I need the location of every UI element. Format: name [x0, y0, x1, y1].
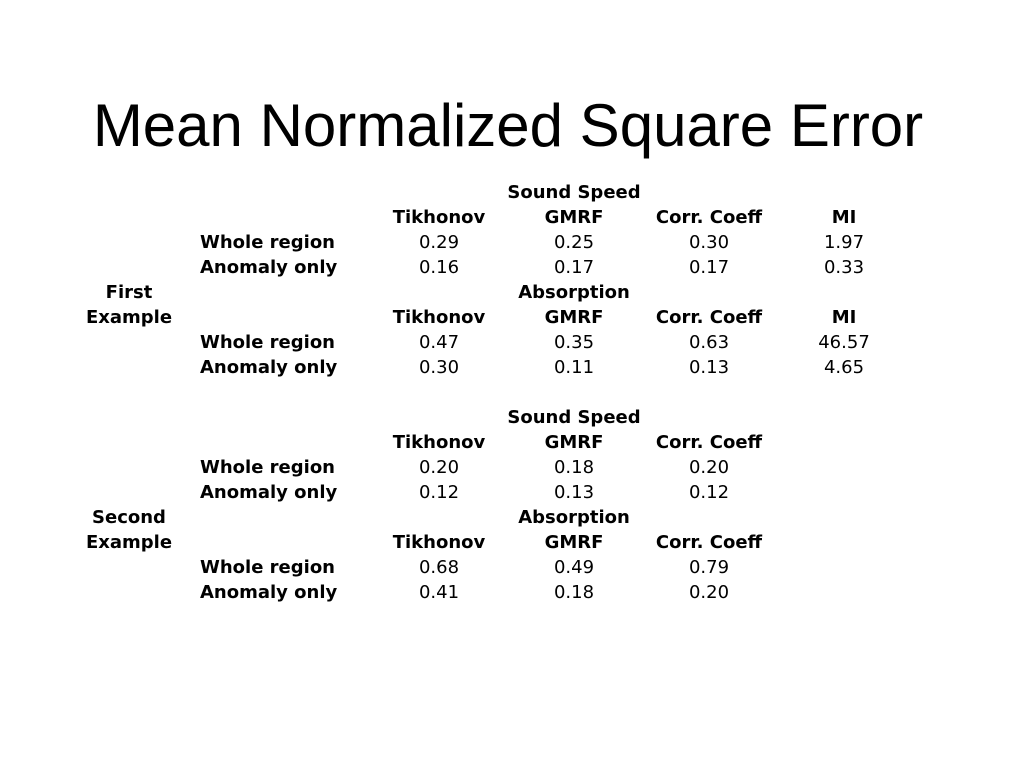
table-row: [64, 255, 914, 280]
table-cell: 0.68: [418, 557, 460, 578]
slide-title: Mean Normalized Square Error: [92, 92, 924, 159]
example-label: First: [105, 282, 153, 303]
row-label: Anomaly only: [200, 357, 338, 378]
table-cell: 0.18: [553, 457, 595, 478]
group-header: Absorption: [518, 507, 630, 528]
results-table: [64, 180, 914, 605]
table-cell: 0.63: [688, 332, 730, 353]
row-label: Whole region: [200, 232, 335, 253]
table-cell: 0.16: [418, 257, 460, 278]
column-header: GMRF: [544, 207, 604, 228]
table-row: [64, 330, 914, 355]
table-cell: 0.47: [418, 332, 460, 353]
column-header: Corr. Coeff: [655, 532, 763, 553]
table-cell: 0.30: [418, 357, 460, 378]
table-row: [64, 405, 914, 430]
table-cell: 0.29: [418, 232, 460, 253]
column-header: Tikhonov: [392, 207, 486, 228]
row-label: Whole region: [200, 557, 335, 578]
column-header: Tikhonov: [392, 432, 486, 453]
table-row: [64, 530, 914, 555]
row-label: Anomaly only: [200, 257, 338, 278]
column-header: Corr. Coeff: [655, 207, 763, 228]
example-label: Example: [85, 307, 173, 328]
table-row: [64, 230, 914, 255]
row-label: Whole region: [200, 457, 335, 478]
table-cell: 0.20: [688, 582, 730, 603]
table-cell: 0.11: [553, 357, 595, 378]
group-header: Absorption: [518, 282, 630, 303]
table-row: [64, 455, 914, 480]
table-cell: 1.97: [823, 232, 865, 253]
column-header: Corr. Coeff: [655, 307, 763, 328]
column-header: Tikhonov: [392, 532, 486, 553]
table-cell: 0.20: [688, 457, 730, 478]
table-cell: 0.33: [823, 257, 865, 278]
table-cell: 0.13: [553, 482, 595, 503]
row-label: Anomaly only: [200, 582, 338, 603]
column-header: Corr. Coeff: [655, 432, 763, 453]
example-label: Second: [92, 507, 166, 528]
column-header: MI: [831, 307, 857, 328]
table-cell: 0.17: [688, 257, 730, 278]
spacer-row: [64, 380, 914, 405]
column-header: MI: [831, 207, 857, 228]
table-row: [64, 280, 914, 305]
table-cell: 0.35: [553, 332, 595, 353]
table-row: [64, 180, 914, 205]
table-cell: 0.18: [553, 582, 595, 603]
table-cell: 0.13: [688, 357, 730, 378]
column-header: GMRF: [544, 432, 604, 453]
table-cell: 0.17: [553, 257, 595, 278]
column-header: GMRF: [544, 532, 604, 553]
table-cell: 0.49: [553, 557, 595, 578]
table-cell: 46.57: [818, 332, 870, 353]
group-header: Sound Speed: [507, 407, 641, 428]
table-row: [64, 505, 914, 530]
column-header: Tikhonov: [392, 307, 486, 328]
table-row: [64, 305, 914, 330]
table-cell: 0.20: [418, 457, 460, 478]
table-row: [64, 480, 914, 505]
table-cell: 0.79: [688, 557, 730, 578]
table-row: [64, 205, 914, 230]
table-cell: 0.12: [418, 482, 460, 503]
table-cell: 4.65: [823, 357, 865, 378]
row-label: Whole region: [200, 332, 335, 353]
column-header: GMRF: [544, 307, 604, 328]
row-label: Anomaly only: [200, 482, 338, 503]
table-cell: 0.25: [553, 232, 595, 253]
table-cell: 0.41: [418, 582, 460, 603]
group-header: Sound Speed: [507, 182, 641, 203]
table-cell: 0.30: [688, 232, 730, 253]
example-label: Example: [85, 532, 173, 553]
table-cell: 0.12: [688, 482, 730, 503]
table-row: [64, 355, 914, 380]
table-row: [64, 580, 914, 605]
table-row: [64, 555, 914, 580]
table-row: [64, 430, 914, 455]
